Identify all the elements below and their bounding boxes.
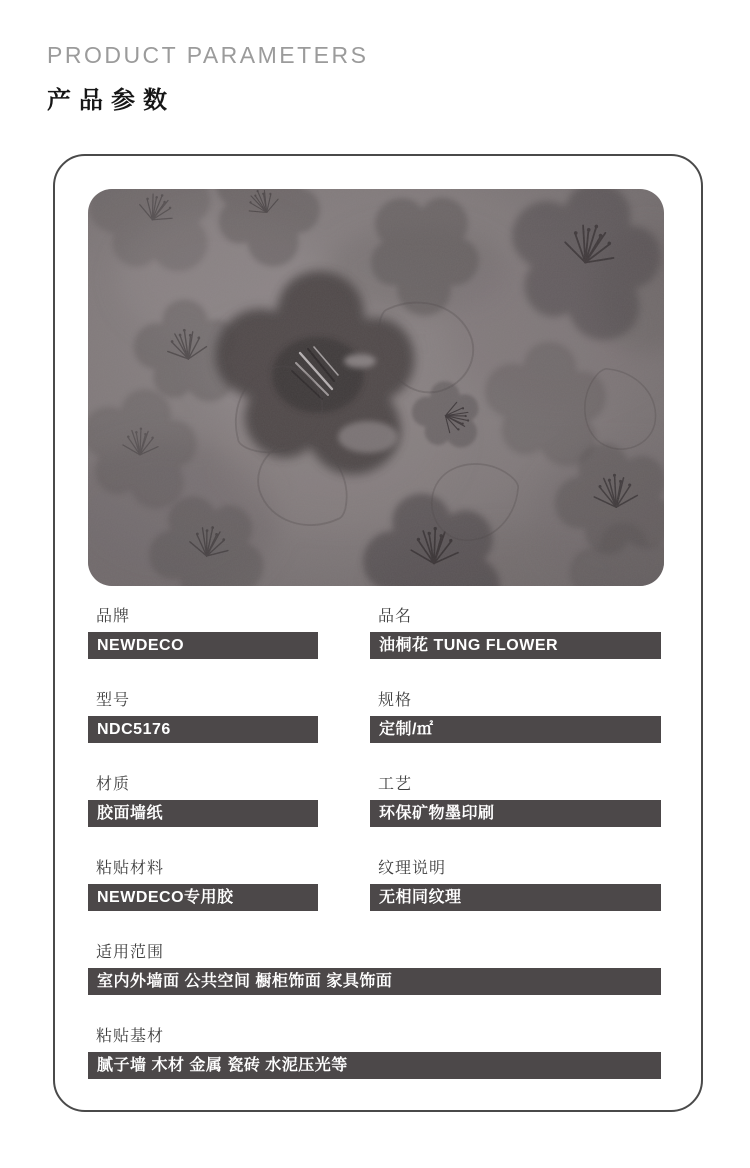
field-value: NDC5176 [88,716,318,743]
tung-flower-artwork [88,189,664,586]
field-value: 环保矿物墨印刷 [370,800,661,827]
field-value: 腻子墙 木材 金属 瓷砖 水泥压光等 [88,1052,661,1079]
field-label: 粘贴基材 [96,1028,165,1045]
field-brand [88,608,318,659]
field-label: 粘贴材料 [96,860,165,877]
fields-grid [88,608,661,1079]
field-label: 规格 [378,692,413,709]
section-title-zh: 产品参数 [47,87,175,114]
field-value: NEWDECO专用胶 [88,884,318,911]
field-label: 纹理说明 [378,860,447,877]
section-header [47,42,368,115]
field-label: 适用范围 [96,944,165,961]
field-label: 品名 [378,608,413,625]
field-adhesive [88,860,318,911]
field-material [88,776,318,827]
field-substrate [88,1028,661,1079]
field-model [88,692,318,743]
field-value: 胶面墙纸 [88,800,318,827]
field-label: 材质 [96,776,131,793]
field-value: 油桐花 TUNG FLOWER [370,632,661,659]
parameters-card [53,154,703,1112]
field-value: NEWDECO [88,632,318,659]
field-craft [370,776,661,827]
field-label: 工艺 [378,776,413,793]
field-value: 定制/㎡ [370,716,661,743]
field-application-range [88,944,661,995]
field-value: 无相同纹理 [370,884,661,911]
field-value: 室内外墙面 公共空间 橱柜饰面 家具饰面 [88,968,661,995]
section-title-en: PRODUCT PARAMETERS [47,42,369,68]
product-image [88,189,664,586]
field-texture-note [370,860,661,911]
field-label: 型号 [96,692,131,709]
field-product-name [370,608,661,659]
field-label: 品牌 [96,608,131,625]
field-spec [370,692,661,743]
